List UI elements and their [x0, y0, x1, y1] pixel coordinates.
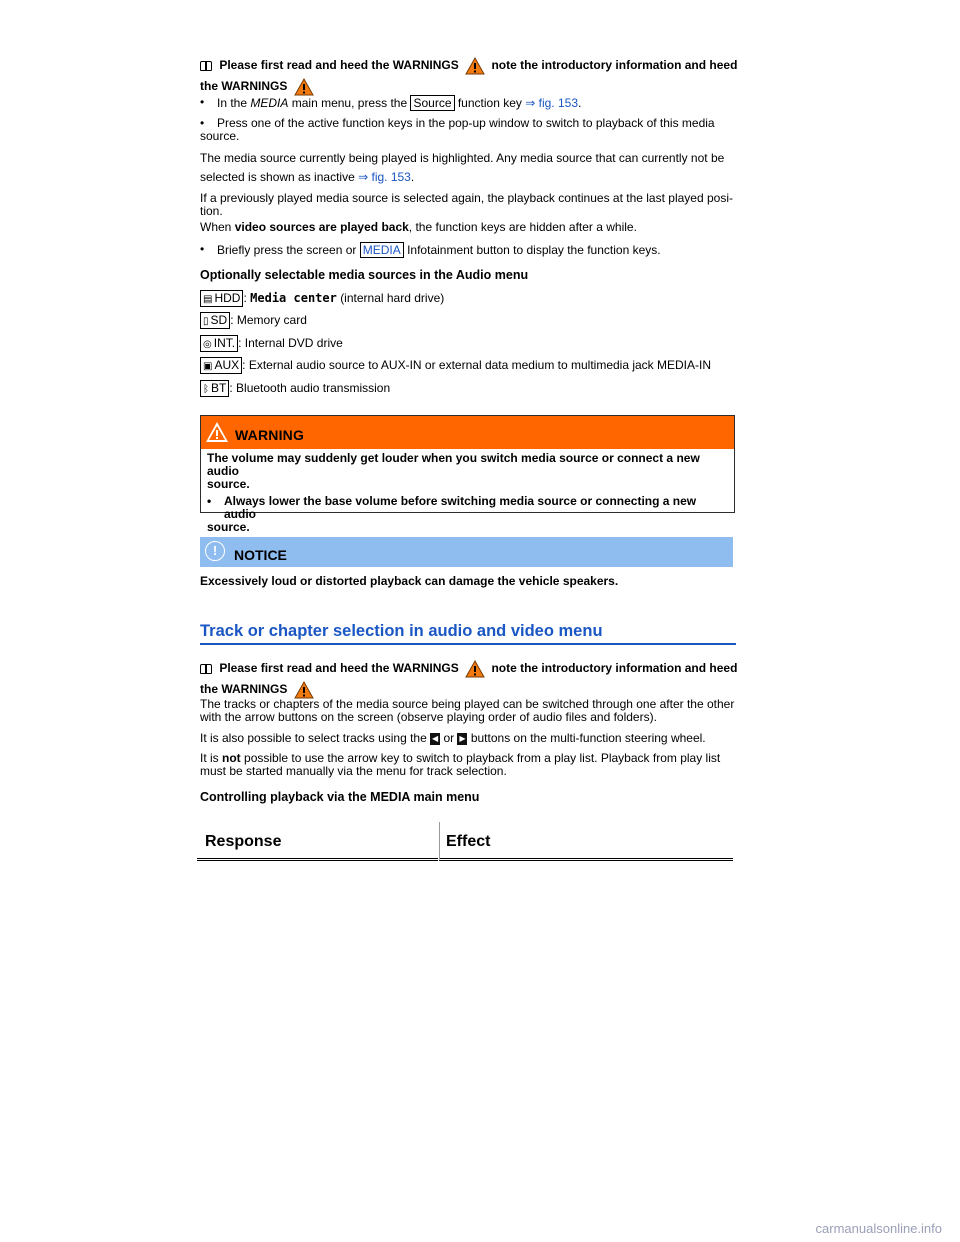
source-item-int: ◎ INT. : Internal DVD drive	[200, 334, 343, 352]
paragraph-resume-playback: If a previously played media source is selected again, the playback continues at the last played posi- tion.	[200, 191, 733, 218]
sd-source-key[interactable]: ▯ SD	[200, 312, 230, 329]
effect-column-header: Effect	[446, 833, 491, 850]
source-item-bt: ᛒ BT : Bluetooth audio transmission	[200, 379, 390, 397]
next-track-icon: ▶	[459, 733, 466, 743]
memory-card-icon: ▯	[203, 316, 209, 328]
sources-heading: Optionally selectable media sources in the Audio menu	[200, 268, 529, 282]
exclamation-circle-icon: !	[205, 541, 225, 561]
notice-header	[200, 537, 733, 567]
source-item-hdd: ▤ HDD : Media center (internal hard drive)	[200, 289, 444, 307]
step-press-function-key: • Press one of the active function keys in the pop-up window to switch to playback of this media source.	[200, 116, 715, 143]
warning-box	[200, 415, 735, 534]
table-header-cell	[439, 822, 733, 861]
notice-title: NOTICE	[234, 547, 287, 563]
book-icon	[200, 61, 212, 70]
intro-warning-note-1: Please first read and heed the WARNINGS note the introductory information and heed the WARNINGS	[200, 57, 740, 96]
response-column-header: Response	[205, 833, 282, 850]
intro-warning-note-2: Please first read and heed the WARNINGS note the introductory information and heed the WARNINGS	[200, 660, 740, 699]
fig-153-link[interactable]: ⇒ fig. 153	[358, 170, 411, 184]
paragraph-play-list: It is not possible to use the arrow key to switch to playback from a play list. Playback from play list must be started manually via the menu for track selection.	[200, 751, 721, 778]
paragraph-highlighted-source: The media source currently being played is highlighted. Any media source that can currently not be selected is shown as inactive ⇒ fig. 153.	[200, 151, 725, 184]
paragraph-steering-wheel: It is also possible to select tracks using the ◀ or ▶ buttons on the multi-function steering wheel.	[200, 731, 706, 745]
source-item-aux: ▣ AUX : External audio source to AUX-IN or external data medium to multimedia jack MEDIA-IN	[200, 356, 711, 374]
controlling-heading: Controlling playback via the MEDIA main menu	[200, 790, 480, 804]
paragraph-video-sources: When video sources are played back, the function keys are hidden after a while.	[200, 220, 637, 234]
bt-source-key[interactable]: ᛒ BT	[200, 380, 229, 397]
warning-triangle-icon[interactable]	[465, 57, 485, 75]
warning-triangle-icon[interactable]	[294, 78, 314, 96]
previous-track-icon: ◀	[432, 733, 439, 743]
hard-drive-icon: ▤	[203, 294, 213, 306]
warning-header	[201, 416, 734, 449]
disc-icon: ◎	[203, 339, 212, 351]
step-select-source: • In the MEDIA main menu, press the Source function key ⇒ fig. 153.	[200, 95, 582, 110]
warning-title: WARNING	[235, 427, 305, 443]
source-list	[200, 289, 740, 399]
warning-triangle-icon[interactable]	[465, 660, 485, 678]
section-title: Track or chapter selection in audio and video menu	[200, 624, 736, 645]
table-header-cell	[197, 822, 438, 861]
bluetooth-icon: ᛒ	[203, 384, 209, 396]
int-source-key[interactable]: ◎ INT.	[200, 335, 238, 352]
notice-text: Excessively loud or distorted playback can damage the vehicle speakers.	[200, 574, 619, 588]
book-icon	[200, 664, 212, 673]
source-item-sd: ▯ SD : Memory card	[200, 311, 307, 329]
aux-device-icon: ▣	[203, 361, 213, 373]
paragraph-arrow-buttons: The tracks or chapters of the media source being played can be switched through one after the other with the arrow buttons on the screen (observe playing order of audio files and folders).	[200, 697, 735, 724]
aux-source-key[interactable]: ▣ AUX	[200, 357, 242, 374]
media-menu-name: MEDIA	[250, 96, 289, 110]
playback-table-header	[197, 822, 733, 862]
watermark: carmanualsonline.info	[815, 1221, 942, 1236]
fig-153-link[interactable]: ⇒ fig. 153	[525, 96, 578, 110]
hdd-source-key[interactable]: ▤ HDD	[200, 290, 243, 307]
media-infotainment-button[interactable]: MEDIA	[360, 242, 404, 258]
warning-body: The volume may suddenly get louder when you switch media source or connect a new audio source. • Always lower the base volume before switching media source or connecting a new audio source.	[207, 451, 700, 534]
warning-triangle-icon	[205, 421, 229, 443]
step-display-function-keys: • Briefly press the screen or MEDIA Infotainment button to display the function keys.	[200, 242, 661, 257]
source-function-key[interactable]: Source	[410, 95, 454, 111]
